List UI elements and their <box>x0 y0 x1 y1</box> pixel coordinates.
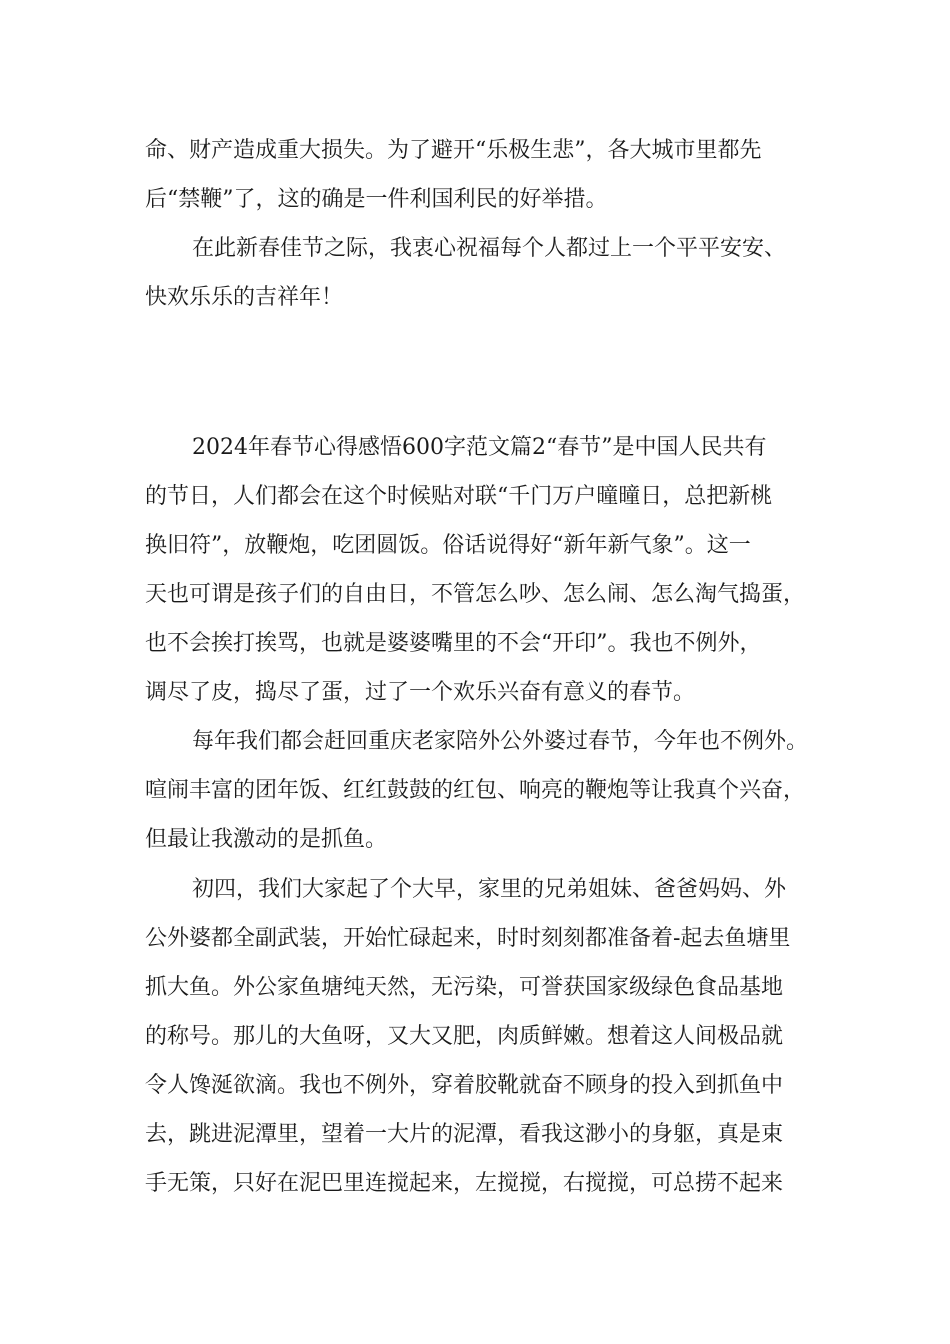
text-line: 但最让我激动的是抓鱼。 <box>145 827 388 852</box>
text-line: 调尽了皮，捣尽了蛋，过了一个欢乐兴奋有意义的春节。 <box>145 680 696 705</box>
text-line: 抓大鱼。外公家鱼塘纯天然，无污染，可誉获国家级绿色食品基地 <box>145 975 784 1000</box>
paragraph-first-line: 2024年春节心得感悟600字范文篇2“春节”是中国人民共有 <box>192 435 767 460</box>
text-line: 去，跳进泥潭里，望着一大片的泥潭，看我这渺小的身躯，真是束 <box>145 1122 784 1147</box>
text-line: 也不会挨打挨骂，也就是婆婆嘴里的不会“开印”。我也不例外， <box>145 631 762 656</box>
text-line: 令人馋涎欲滴。我也不例外，穿着胶靴就奋不顾身的投入到抓鱼中 <box>145 1073 784 1098</box>
paragraph-first-line: 初四，我们大家起了个大早，家里的兄弟姐妹、爸爸妈妈、外 <box>192 877 787 902</box>
text-line: 换旧符”，放鞭炮，吃团圆饭。俗话说得好“新年新气象”。这一 <box>145 533 751 558</box>
text-line: 后“禁鞭”了，这的确是一件利国利民的好举措。 <box>145 187 608 212</box>
text-line: 公外婆都全副武装，开始忙碌起来，时时刻刻都准备着-起去鱼塘里 <box>145 926 791 951</box>
text-line: 喧闹丰富的团年饭、红红鼓鼓的红包、响亮的鞭炮等让我真个兴奋， <box>145 778 806 803</box>
paragraph-first-line: 每年我们都会赶回重庆老家陪外公外婆过春节，今年也不例外。 <box>192 729 809 754</box>
text-line: 快欢乐乐的吉祥年！ <box>145 285 344 310</box>
text-line: 的节日，人们都会在这个时候贴对联“千门万户曈曈日，总把新桃 <box>145 484 773 509</box>
text-line: 的称号。那儿的大鱼呀，又大又肥，肉质鲜嫩。想着这人间极品就 <box>145 1024 784 1049</box>
text-line: 手无策，只好在泥巴里连搅起来，左搅搅，右搅搅，可总捞不起来 <box>145 1171 784 1196</box>
text-line: 命、财产造成重大损失。为了避开“乐极生悲”，各大城市里都先 <box>145 138 762 163</box>
paragraph-first-line: 在此新春佳节之际，我衷心祝福每个人都过上一个平平安安、 <box>192 236 787 261</box>
text-line: 天也可谓是孩子们的自由日，不管怎么吵、怎么闹、怎么淘气捣蛋， <box>145 582 806 607</box>
